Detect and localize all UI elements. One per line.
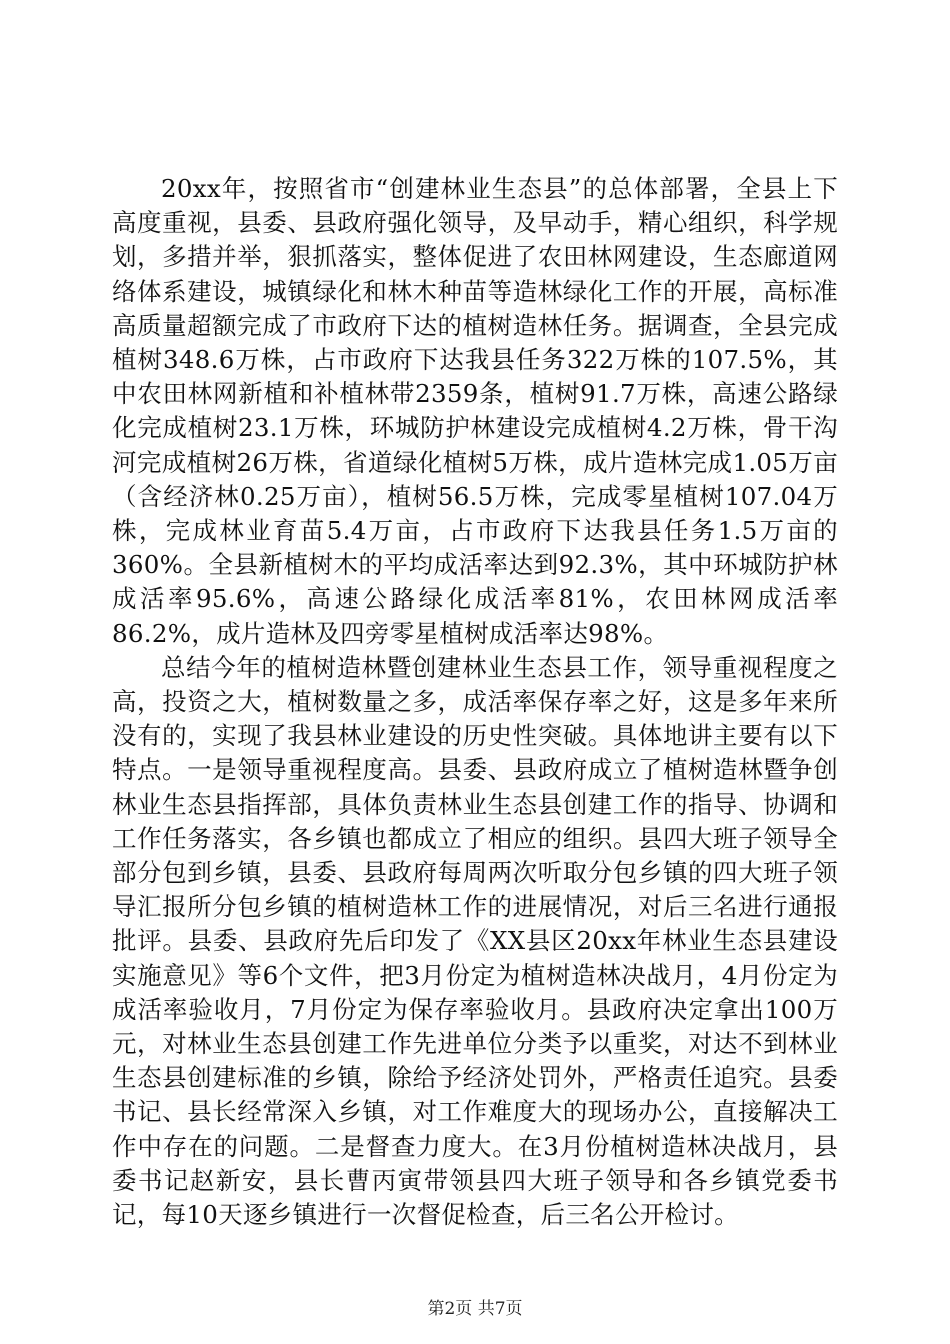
paragraph-1: 20xx年，按照省市“创建林业生态县”的总体部署，全县上下高度重视，县委、县政府强化领导，及早动手，精心组织，科学规划，多措并举，狠抓落实，整体促进了农田林网建设，生态廊道网络体系建设，城镇绿化和林木种苗等造林绿化工作的开展，高标准高质量超额完成了市政府下达的植树造林任务。据调查，全县完成植树348.6万株，占市政府下达我县任务322万株的107.5%，其中农田林网新植和补植林带2359条，植树91.7万株，高速公路绿化完成植树23.1万株，环城防护林建设完成植树4.2万株，骨干沟河完成植树26万株，省道绿化植树5万株，成片造林完成1.05万亩（含经济林0.25万亩），植树56.5万株，完成零星植树107.04万株，完成林业育苗5.4万亩，占市政府下达我县任务1.5万亩的360%。全县新植树木的平均成活率达到92.3%，其中环城防护林成活率95.6%，高速公路绿化成活率81%，农田林网成活率86.2%，成片造林及四旁零星植树成活率达98%。 xyxy=(112,174,838,648)
paragraph-2: 总结今年的植树造林暨创建林业生态县工作，领导重视程度之高，投资之大，植树数量之多，成活率保存率之好，这是多年来所没有的，实现了我县林业建设的历史性突破。具体地讲主要有以下特点。一是领导重视程度高。县委、县政府成立了植树造林暨争创林业生态县指挥部，具体负责林业生态县创建工作的指导、协调和工作任务落实，各乡镇也都成立了相应的组织。县四大班子领导全部分包到乡镇，县委、县政府每周两次听取分包乡镇的四大班子领导汇报所分包乡镇的植树造林工作的进展情况，对后三名进行通报批评。县委、县政府先后印发了《XX县区20xx年林业生态县建设实施意见》等6个文件，把3月份定为植树造林决战月，4月份定为成活率验收月，7月份定为保存率验收月。县政府决定拿出100万元，对林业生态县创建工作先进单位分类予以重奖，对达不到林业生态县创建标准的乡镇，除给予经济处罚外，严格责任追究。县委书记、县长经常深入乡镇，对工作难度大的现场办公，直接解决工作中存在的问题。二是督查力度大。在3月份植树造林决战月，县委书记赵新安，县长曹丙寅带领县四大班子领导和各乡镇党委书记，每10天逐乡镇进行一次督促检查，后三名公开检讨。 xyxy=(112,652,838,1230)
page-number-footer: 第2页 共7页 xyxy=(427,1299,523,1319)
document-body xyxy=(112,172,838,1232)
